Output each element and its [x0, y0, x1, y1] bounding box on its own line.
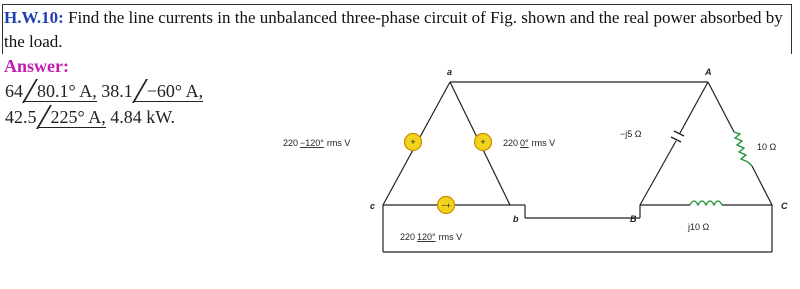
- node-A-label: A: [705, 67, 712, 77]
- source-ab: [475, 134, 492, 151]
- svg-text:+: +: [410, 137, 416, 147]
- answer-label: Answer:: [4, 56, 69, 76]
- source-ca: [405, 134, 422, 151]
- resistor: [734, 132, 752, 166]
- wire-AC-lower: [752, 166, 772, 205]
- ic-magnitude: 42.5: [5, 107, 37, 127]
- real-power: 4.84 kW.: [110, 107, 176, 127]
- svg-text:−+: −+: [441, 201, 451, 210]
- resistor-label: 10 Ω: [757, 142, 777, 152]
- source-bc-label: 220 120° rms V: [400, 232, 463, 242]
- ia-magnitude: 64: [5, 81, 23, 101]
- ia-angle: 80.1° A,: [37, 81, 97, 101]
- wire-AC-upper: [708, 82, 734, 132]
- capacitor-label: −j5 Ω: [620, 129, 642, 139]
- source-ca-label: 220 −120° rms V: [283, 138, 351, 148]
- wire-AB-upper: [680, 82, 708, 133]
- node-c-label: c: [370, 201, 376, 211]
- inductor-label: j10 Ω: [688, 222, 710, 232]
- ic-angle: 225° A,: [50, 107, 106, 127]
- source-ab-label: 220 0° rms V: [503, 138, 556, 148]
- ib-angle: −60° A,: [146, 81, 204, 101]
- problem-text: Find the line currents in the unbalanced three-phase circuit of Fig. shown and the real power absorbed by the load.: [4, 8, 783, 51]
- source-bc: [438, 197, 455, 214]
- node-b-label: b: [513, 214, 519, 224]
- svg-text:+: +: [480, 137, 486, 147]
- capacitor: [671, 131, 684, 142]
- node-a-label: a: [447, 67, 453, 77]
- node-B-label: B: [630, 214, 637, 224]
- node-C-label: C: [781, 201, 788, 211]
- wire-AB-lower: [640, 141, 676, 205]
- problem-label: H.W.10:: [4, 8, 64, 27]
- ib-magnitude: 38.1: [101, 81, 133, 101]
- inductor: [690, 201, 722, 205]
